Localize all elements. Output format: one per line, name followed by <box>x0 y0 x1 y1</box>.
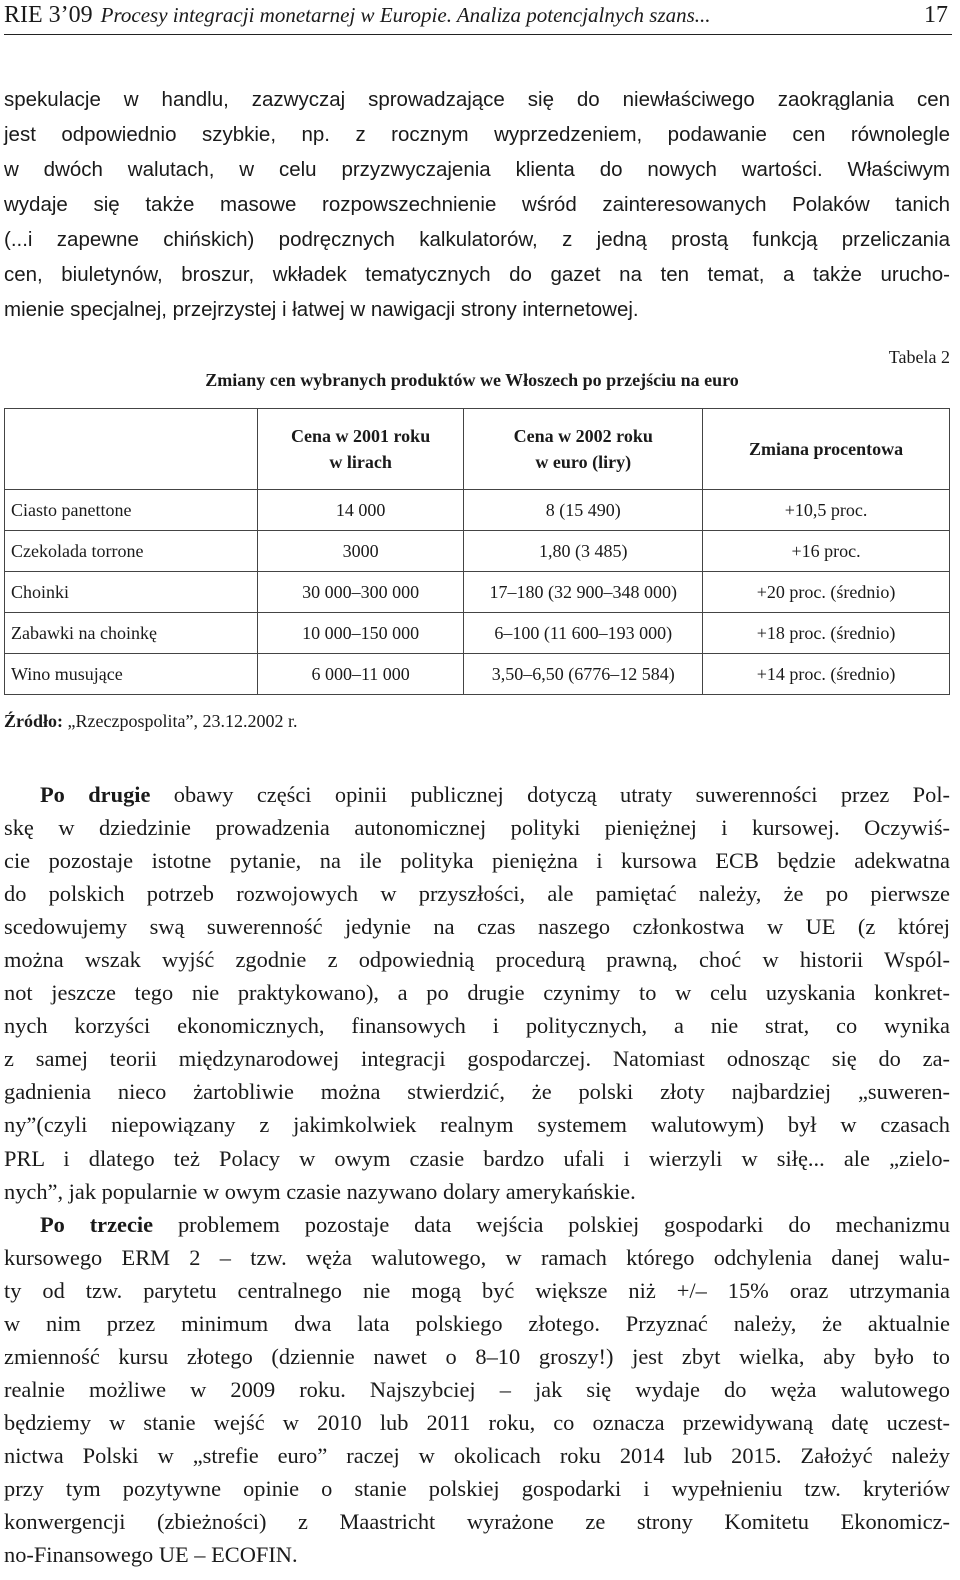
text-line: nictwa Polski w „strefie euro” raczej w okolicach roku 2014 lub 2015. Założyć należy <box>4 1442 950 1468</box>
source-text: „Rzeczpospolita”, 23.12.2002 r. <box>63 711 298 731</box>
header-left <box>4 2 711 29</box>
cell-product: Zabawki na choinkę <box>5 613 258 654</box>
text-line: kursowego ERM 2 – tzw. węża walutowego, w ramach którego odchylenia danej walu- <box>4 1244 950 1270</box>
header-price-2001-line1: Cena w 2001 roku <box>291 426 431 446</box>
cell-price-2001: 10 000–150 000 <box>257 613 464 654</box>
cell-price-2001: 14 000 <box>257 490 464 531</box>
intro-paragraph <box>4 82 950 327</box>
text-line: będziemy w stanie wejść w 2010 lub 2011 roku, co oznacza przewidywaną datę uczest- <box>4 1409 950 1435</box>
text-line: w dwóch walutach, w celu przyzwyczajenia klienta do nowych wartości. Właściwym <box>4 158 950 181</box>
text-line <box>4 1208 950 1241</box>
cell-product: Ciasto panettone <box>5 490 258 531</box>
text-line: mienie specjalnej, przejrzystej i łatwej w nawigacji strony internetowej. <box>4 298 639 321</box>
table-row <box>5 490 950 531</box>
cell-product: Choinki <box>5 572 258 613</box>
source-label: Źródło: <box>4 711 64 731</box>
text-line: gadnienia nieco żartobliwie można stwierdzić, że polski złoty najbardziej „suweren- <box>4 1079 950 1105</box>
text-line: spekulacje w handlu, zazwyczaj sprowadzające się do niewłaściwego zaokrąglania cen <box>4 88 950 111</box>
cell-change: +10,5 proc. <box>703 490 950 531</box>
cell-change: +16 proc. <box>703 531 950 572</box>
header-price-2002-line2: w euro (liry) <box>535 452 632 472</box>
text-line: jest odpowiednio szybkie, np. z rocznym wyprzedzeniem, podawanie cen równolegle <box>4 123 950 146</box>
cell-price-2002: 3,50–6,50 (6776–12 584) <box>464 654 703 695</box>
text-line: nych”, jak popularnie w owym czasie nazywano dolary amerykańskie. <box>4 1178 636 1204</box>
table-row <box>5 531 950 572</box>
table-label: Tabela 2 <box>888 347 950 367</box>
cell-change: +18 proc. (średnio) <box>703 613 950 654</box>
text-line: wydaje się także masowe rozpowszechnienie wśród zainteresowanych Polaków tanich <box>4 193 950 216</box>
body-text <box>4 778 950 1571</box>
text-line: realnie możliwe w 2009 roku. Najszybciej – jak się wydaje do węża walutowego <box>4 1376 950 1402</box>
text-line: scedowujemy swą suwerenność jedynie na czas naszego członkostwa w UE (z której <box>4 914 950 940</box>
header-price-2002-line1: Cena w 2002 roku <box>513 426 653 446</box>
table-header-row <box>5 409 950 490</box>
table-row <box>5 613 950 654</box>
header-cell-product <box>5 409 258 490</box>
text-line: zmienność kursu złotego (dziennie nawet o 8–10 groszy!) jest zbyt wielka, aby było to <box>4 1343 950 1369</box>
text-line: no-Finansowego UE – ECOFIN. <box>4 1542 298 1568</box>
text-line: cie pozostaje istotne pytanie, na ile polityka pieniężna i kursowa ECB będzie adekwatna <box>4 848 950 874</box>
text-line: można wszak wyjść zgodnie z odpowiednią procedurą prawną, choć w historii Wspól- <box>4 947 950 973</box>
page-number: 17 <box>924 2 948 28</box>
text-run: obawy części opinii publicznej dotyczą utraty suwerenności przez Pol- <box>150 782 951 807</box>
cell-price-2002: 8 (15 490) <box>464 490 703 531</box>
table-row <box>5 572 950 613</box>
header-cell-change: Zmiana procentowa <box>703 409 950 490</box>
table-row <box>5 654 950 695</box>
header-price-2001-line2: w lirach <box>329 452 392 472</box>
text-line: przy tym pozytywne opinie o stanie polskiej gospodarki i wypełnieniu tzw. kryteriów <box>4 1475 950 1501</box>
text-line: z samej teorii międzynarodowej integracji gospodarczej. Natomiast odnosząc się do za- <box>4 1046 950 1072</box>
text-line: PRL i dlatego też Polacy w owym czasie bardzo ufali i wierzyli w siłę... ale „zielo- <box>4 1145 950 1171</box>
table-caption-text: Zmiany cen wybranych produktów we Włoszech po przejściu na euro <box>205 370 739 390</box>
table-source <box>4 711 297 732</box>
cell-product: Wino musujące <box>5 654 258 695</box>
text-line: do polskich potrzeb rozwojowych w przyszłości, ale pamiętać należy, że po pierwsze <box>4 881 950 907</box>
running-header <box>4 0 952 35</box>
text-line: (...i zapewne chińskich) podręcznych kalkulatorów, z jedną prostą funkcją przeliczania <box>4 228 950 251</box>
cell-price-2001: 3000 <box>257 531 464 572</box>
header-cell-price-2002 <box>464 409 703 490</box>
header-cell-price-2001 <box>257 409 464 490</box>
cell-change: +20 proc. (średnio) <box>703 572 950 613</box>
text-line: nych korzyści ekonomicznych, finansowych i politycznych, a nie strat, co wynika <box>4 1013 950 1039</box>
text-line: cen, biuletynów, broszur, wkładek tematycznych do gazet na ten temat, a także urucho- <box>4 263 950 286</box>
cell-price-2002: 1,80 (3 485) <box>464 531 703 572</box>
cell-price-2002: 17–180 (32 900–348 000) <box>464 572 703 613</box>
price-table <box>4 408 950 695</box>
running-title: Procesy integracji monetarnej w Europie. Analiza potencjalnych szans... <box>100 3 711 27</box>
text-line: skę w dziedzinie prowadzenia autonomicznej polityki pieniężnej i kursowej. Oczywiś- <box>4 815 950 841</box>
cell-price-2002: 6–100 (11 600–193 000) <box>464 613 703 654</box>
text-line: w nim przez minimum dwa lata polskiego złotego. Przyznać należy, że aktualnie <box>4 1310 950 1336</box>
text-run: problemem pozostaje data wejścia polskiej gospodarki do mechanizmu <box>153 1211 951 1237</box>
text-line: not jeszcze tego nie praktykowano), a po drugie czynimy to w celu uzyskania konkret- <box>4 980 950 1006</box>
cell-price-2001: 6 000–11 000 <box>257 654 464 695</box>
text-line: konwergencji (zbieżności) z Maastricht wyrażone ze strony Komitetu Ekonomicz- <box>4 1509 950 1535</box>
paragraph-lead: Po trzecie <box>40 1211 154 1237</box>
text-line: ty od tzw. parytetu centralnego nie mogą być większe niż +/– 15% oraz utrzymania <box>4 1277 950 1303</box>
text-line: ny”(czyli niepowiązany z jakimkolwiek realnym systemem walutowym) był w czasach <box>4 1112 950 1138</box>
cell-product: Czekolada torrone <box>5 531 258 572</box>
table-caption <box>0 370 948 391</box>
journal-issue: RIE 3’09 <box>4 2 93 28</box>
cell-change: +14 proc. (średnio) <box>703 654 950 695</box>
paragraph-lead: Po drugie <box>40 782 151 807</box>
cell-price-2001: 30 000–300 000 <box>257 572 464 613</box>
text-line <box>4 778 950 811</box>
